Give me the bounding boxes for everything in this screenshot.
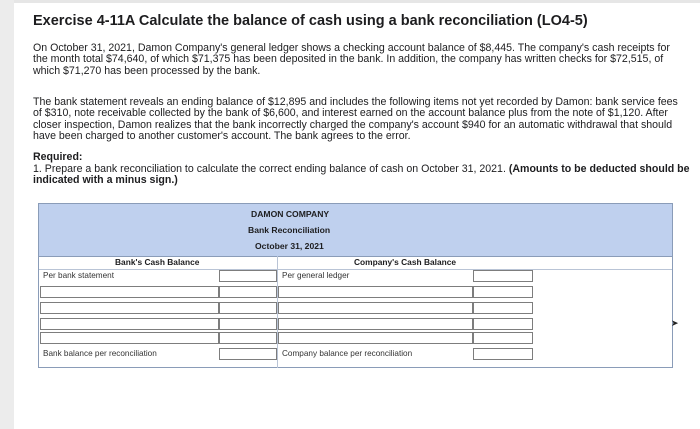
required-instructions <box>33 164 693 187</box>
company-column-heading: Company's Cash Balance <box>354 257 457 267</box>
company-item-desc-input[interactable] <box>278 318 473 330</box>
report-name: Bank Reconciliation <box>248 225 331 235</box>
company-item-amount-input[interactable] <box>473 302 533 314</box>
mouse-cursor-icon: ➤ <box>671 318 679 328</box>
company-item-amount-input[interactable] <box>473 286 533 298</box>
company-start-amount-input[interactable] <box>473 270 533 282</box>
exercise-title: Exercise 4-11A Calculate the balance of cash using a bank reconciliation (LO4-5) <box>33 13 588 29</box>
bank-item-amount-input[interactable] <box>219 302 277 314</box>
bank-end-label: Bank balance per reconciliation <box>43 349 157 358</box>
bank-item-desc-input[interactable] <box>40 318 219 330</box>
bank-start-amount-input[interactable] <box>219 270 277 282</box>
company-item-desc-input[interactable] <box>278 302 473 314</box>
company-item-desc-input[interactable] <box>278 332 473 344</box>
required-heading: Required: <box>33 151 83 163</box>
window-top-edge <box>0 0 700 3</box>
table-header <box>39 204 672 257</box>
bank-item-amount-input[interactable] <box>219 332 277 344</box>
bank-item-desc-input[interactable] <box>40 286 219 298</box>
required-text: 1. Prepare a bank reconciliation to calculate the correct ending balance of cash on October 31, 2021. <box>33 163 506 175</box>
report-date: October 31, 2021 <box>255 241 324 251</box>
problem-paragraph-2: The bank statement reveals an ending balance of $12,895 and includes the following items not yet recorded by Damon: bank service fees of $310, note receivable collected by the bank of $6,600, and interest earned on the account balance plus from the note of $1,120. After closer inspection, Damon realizes that the bank incorrectly charged the company's account $940 for an automatic withdrawal that should have been charged to another customer's account. The bank agrees to the error. <box>33 96 678 143</box>
row-divider <box>39 269 672 270</box>
required-note: (Amounts to be deducted should be indicated with a minus sign.) <box>33 163 690 187</box>
bank-item-amount-input[interactable] <box>219 286 277 298</box>
bank-start-label: Per bank statement <box>43 271 114 280</box>
company-item-amount-input[interactable] <box>473 318 533 330</box>
bank-item-amount-input[interactable] <box>219 318 277 330</box>
window-left-edge <box>0 0 14 429</box>
bank-column-heading: Bank's Cash Balance <box>115 257 200 267</box>
company-name: DAMON COMPANY <box>251 209 330 219</box>
company-end-label: Company balance per reconciliation <box>282 349 413 358</box>
problem-paragraph-1: On October 31, 2021, Damon Company's general ledger shows a checking account balance of $8,445. The company's cash receipts for the month total $74,640, of which $71,375 has been deposited in the bank. In addition, the company has written checks for $72,515, of which $71,270 has been processed by the bank. <box>33 42 670 77</box>
company-item-desc-input[interactable] <box>278 286 473 298</box>
bank-item-desc-input[interactable] <box>40 302 219 314</box>
company-item-amount-input[interactable] <box>473 332 533 344</box>
company-end-amount-input[interactable] <box>473 348 533 360</box>
bank-end-amount-input[interactable] <box>219 348 277 360</box>
bank-item-desc-input[interactable] <box>40 332 219 344</box>
bank-reconciliation-table <box>38 203 673 368</box>
company-start-label: Per general ledger <box>282 271 350 280</box>
